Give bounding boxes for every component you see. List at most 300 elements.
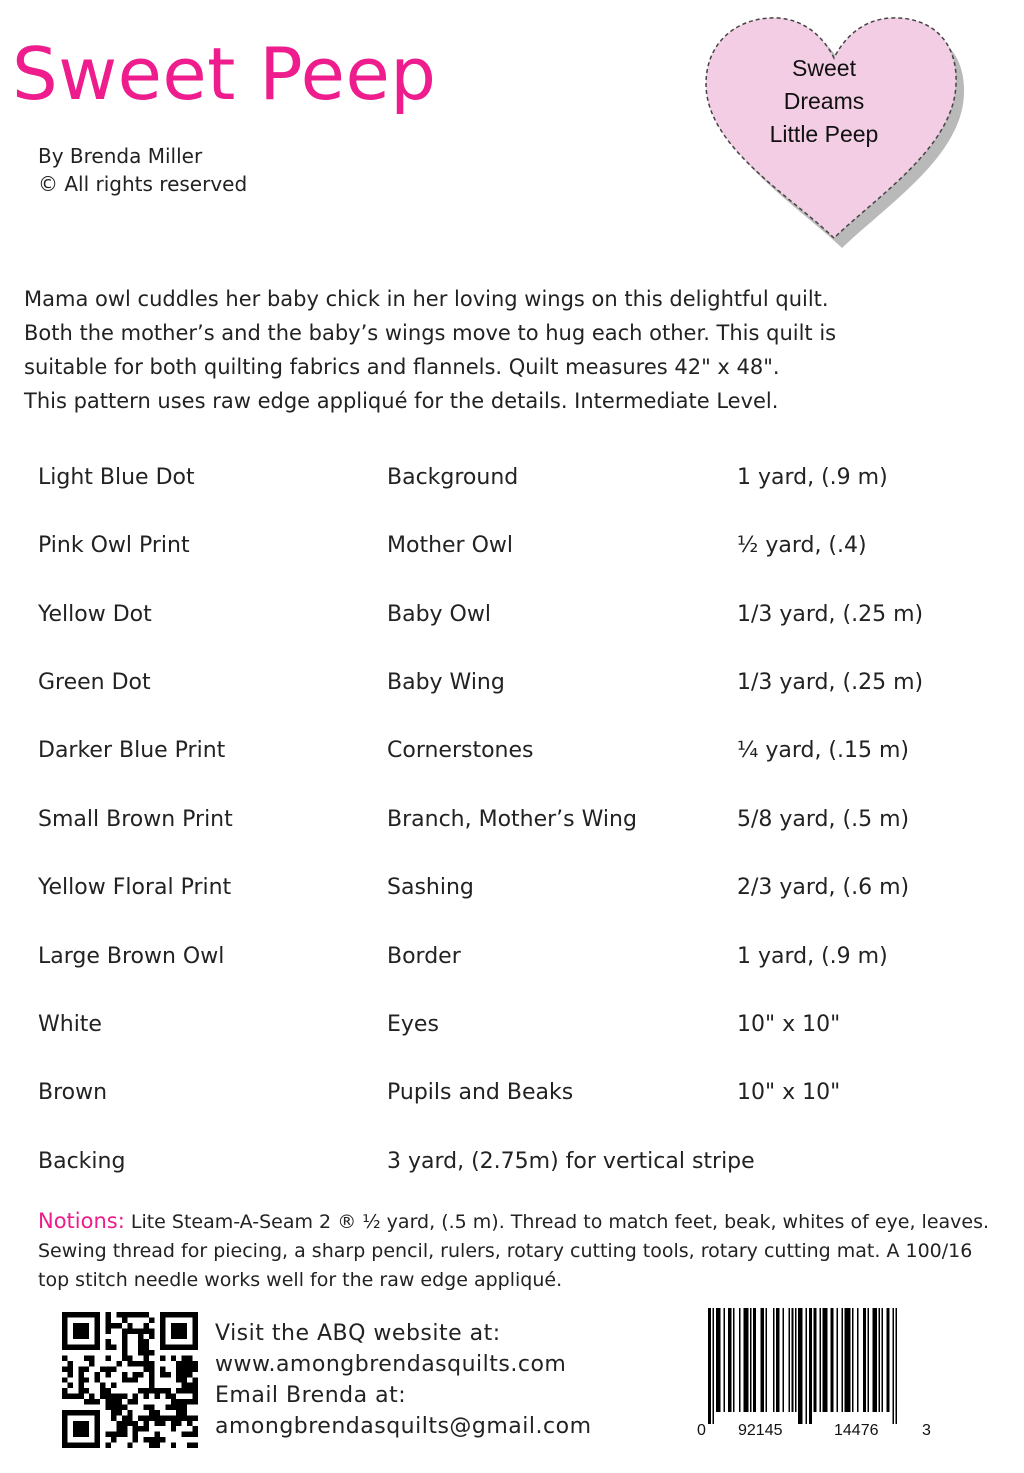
qr-module xyxy=(133,1432,138,1437)
barcode-bar xyxy=(765,1308,767,1412)
qr-module xyxy=(160,1415,165,1420)
qr-module xyxy=(111,1404,116,1409)
qr-module xyxy=(187,1443,192,1448)
qr-module xyxy=(100,1383,105,1388)
qr-module xyxy=(193,1328,198,1333)
qr-module xyxy=(62,1366,67,1371)
qr-module xyxy=(160,1345,165,1350)
fabric-amount: 10" x 10" xyxy=(737,1080,841,1105)
qr-module xyxy=(171,1443,176,1448)
qr-module xyxy=(149,1437,154,1442)
qr-module xyxy=(193,1399,198,1404)
copyright-notice: © All rights reserved xyxy=(38,172,248,196)
heart-text xyxy=(724,52,924,151)
fabric-name: Yellow Floral Print xyxy=(38,875,232,900)
fabric-amount: ½ yard, (.4) xyxy=(737,533,867,558)
qr-module xyxy=(62,1394,67,1399)
barcode-bar xyxy=(776,1308,779,1412)
barcode-bar xyxy=(753,1308,756,1412)
qr-module xyxy=(84,1334,89,1339)
qr-module xyxy=(62,1410,67,1415)
barcode-bar xyxy=(708,1308,711,1424)
qr-code xyxy=(62,1312,198,1448)
qr-module xyxy=(160,1366,165,1371)
qr-module xyxy=(89,1356,94,1361)
qr-module xyxy=(193,1432,198,1437)
fabric-name: Light Blue Dot xyxy=(38,465,195,490)
qr-module xyxy=(111,1410,116,1415)
qr-module xyxy=(187,1366,192,1371)
qr-module xyxy=(84,1377,89,1382)
qr-module xyxy=(84,1432,89,1437)
qr-module xyxy=(182,1312,187,1317)
qr-module xyxy=(182,1410,187,1415)
qr-module xyxy=(67,1383,72,1388)
qr-module xyxy=(89,1443,94,1448)
qr-module xyxy=(73,1312,78,1317)
qr-module xyxy=(84,1399,89,1404)
barcode-bar xyxy=(806,1308,808,1424)
qr-module xyxy=(62,1328,67,1333)
qr-module xyxy=(144,1328,149,1333)
page-title: Sweet Peep xyxy=(12,32,437,116)
barcode-bar xyxy=(879,1308,881,1412)
qr-module xyxy=(154,1410,159,1415)
intro-line: Both the mother’s and the baby’s wings move to hug each other. This quilt is xyxy=(24,321,837,345)
qr-module xyxy=(73,1345,78,1350)
qr-module xyxy=(165,1415,170,1420)
qr-module xyxy=(106,1399,111,1404)
qr-module xyxy=(89,1361,94,1366)
fabric-row xyxy=(0,663,1024,703)
website-prompt: Visit the ABQ website at: xyxy=(215,1321,501,1346)
qr-module xyxy=(171,1404,176,1409)
notions-text: Lite Steam-A-Seam 2 ® ½ yard, (.5 m). Thread to match feet, beak, whites of eye, leaves. Sewing thread for piecing, a sharp pencil, rulers, rotary cutting tools, rotary cutting mat. A 100/16 top stitch needle works well for the raw edge appliqué. xyxy=(38,1211,990,1291)
barcode-bar xyxy=(857,1308,859,1412)
qr-module xyxy=(122,1317,127,1322)
qr-module xyxy=(160,1334,165,1339)
qr-module xyxy=(127,1410,132,1415)
qr-module xyxy=(106,1345,111,1350)
barcode-bar xyxy=(728,1308,731,1412)
qr-module xyxy=(138,1415,143,1420)
qr-module xyxy=(116,1426,121,1431)
qr-module xyxy=(122,1345,127,1350)
fabric-amount: 1 yard, (.9 m) xyxy=(737,465,888,490)
fabric-use: Border xyxy=(387,944,461,969)
qr-module xyxy=(133,1394,138,1399)
qr-module xyxy=(78,1377,83,1382)
qr-module xyxy=(187,1312,192,1317)
qr-module xyxy=(165,1372,170,1377)
barcode-bar xyxy=(886,1308,889,1412)
qr-module xyxy=(144,1394,149,1399)
barcode-bar xyxy=(868,1308,870,1412)
barcode-bar xyxy=(739,1308,741,1412)
qr-module xyxy=(89,1399,94,1404)
qr-module xyxy=(176,1404,181,1409)
qr-module xyxy=(67,1410,72,1415)
qr-module xyxy=(193,1366,198,1371)
qr-module xyxy=(127,1399,132,1404)
fabric-use: Eyes xyxy=(387,1012,439,1037)
qr-module xyxy=(67,1345,72,1350)
qr-module xyxy=(122,1432,127,1437)
qr-module xyxy=(144,1361,149,1366)
heart-line: Dreams xyxy=(783,88,865,114)
qr-module xyxy=(62,1339,67,1344)
qr-module xyxy=(62,1356,67,1361)
qr-module xyxy=(138,1328,143,1333)
barcode-bar xyxy=(795,1308,797,1412)
fabric-name: Brown xyxy=(38,1080,108,1105)
barcode-bar xyxy=(716,1308,721,1412)
qr-module xyxy=(95,1345,100,1350)
qr-module xyxy=(127,1361,132,1366)
qr-module xyxy=(144,1426,149,1431)
fabric-use: Mother Owl xyxy=(387,533,514,558)
qr-module xyxy=(106,1432,111,1437)
qr-module xyxy=(171,1345,176,1350)
qr-module xyxy=(171,1415,176,1420)
qr-module xyxy=(122,1372,127,1377)
qr-module xyxy=(138,1345,143,1350)
fabric-name: Yellow Dot xyxy=(38,602,152,627)
qr-module xyxy=(78,1383,83,1388)
intro-line: This pattern uses raw edge appliqué for the details. Intermediate Level. xyxy=(24,389,779,413)
qr-module xyxy=(182,1334,187,1339)
qr-module xyxy=(182,1377,187,1382)
qr-module xyxy=(67,1361,72,1366)
qr-module xyxy=(176,1388,181,1393)
qr-module xyxy=(95,1410,100,1415)
barcode-bar xyxy=(823,1308,828,1412)
qr-module xyxy=(73,1328,78,1333)
qr-module xyxy=(182,1323,187,1328)
qr-module xyxy=(84,1345,89,1350)
qr-module xyxy=(133,1328,138,1333)
qr-module xyxy=(154,1388,159,1393)
qr-module xyxy=(78,1410,83,1415)
fabric-use: Background xyxy=(387,465,519,490)
qr-module xyxy=(171,1328,176,1333)
fabric-row xyxy=(0,1073,1024,1113)
qr-module xyxy=(62,1312,67,1317)
qr-module xyxy=(171,1356,176,1361)
qr-module xyxy=(62,1323,67,1328)
qr-module xyxy=(165,1394,170,1399)
qr-module xyxy=(160,1437,165,1442)
qr-module xyxy=(187,1361,192,1366)
barcode-bar xyxy=(792,1308,794,1412)
barcode-bar xyxy=(798,1308,803,1424)
qr-module xyxy=(122,1312,127,1317)
qr-module xyxy=(78,1312,83,1317)
qr-module xyxy=(149,1334,154,1339)
qr-module xyxy=(106,1356,111,1361)
qr-module xyxy=(78,1426,83,1431)
qr-module xyxy=(176,1366,181,1371)
qr-module xyxy=(133,1372,138,1377)
qr-module xyxy=(187,1388,192,1393)
fabric-use: Cornerstones xyxy=(387,738,534,763)
qr-module xyxy=(138,1339,143,1344)
qr-module xyxy=(78,1328,83,1333)
qr-module xyxy=(133,1426,138,1431)
qr-module xyxy=(182,1388,187,1393)
qr-module xyxy=(149,1443,154,1448)
qr-module xyxy=(176,1415,181,1420)
fabric-row xyxy=(0,800,1024,840)
intro-paragraph xyxy=(24,282,1004,418)
qr-module xyxy=(149,1366,154,1371)
qr-module xyxy=(84,1443,89,1448)
qr-module xyxy=(95,1328,100,1333)
qr-module xyxy=(111,1437,116,1442)
qr-module xyxy=(182,1345,187,1350)
qr-module xyxy=(84,1426,89,1431)
qr-module xyxy=(122,1415,127,1420)
barcode-bar xyxy=(773,1308,775,1412)
qr-module xyxy=(144,1339,149,1344)
qr-module xyxy=(78,1432,83,1437)
qr-module xyxy=(62,1432,67,1437)
fabric-use: Baby Owl xyxy=(387,602,491,627)
qr-module xyxy=(95,1426,100,1431)
contact-block xyxy=(215,1318,592,1442)
barcode-bar xyxy=(744,1308,749,1412)
qr-module xyxy=(149,1317,154,1322)
qr-module xyxy=(73,1410,78,1415)
fabric-name: Backing xyxy=(38,1149,126,1174)
qr-module xyxy=(62,1334,67,1339)
fabric-row xyxy=(0,1005,1024,1045)
qr-module xyxy=(89,1345,94,1350)
qr-module xyxy=(116,1394,121,1399)
qr-module xyxy=(62,1421,67,1426)
qr-module xyxy=(187,1383,192,1388)
qr-module xyxy=(149,1372,154,1377)
qr-module xyxy=(165,1312,170,1317)
qr-module xyxy=(95,1339,100,1344)
fabric-amount: 10" x 10" xyxy=(737,1012,841,1037)
qr-module xyxy=(154,1415,159,1420)
qr-module xyxy=(193,1312,198,1317)
fabric-amount: ¼ yard, (.15 m) xyxy=(737,738,910,763)
qr-module xyxy=(149,1388,154,1393)
qr-module xyxy=(73,1394,78,1399)
qr-module xyxy=(144,1388,149,1393)
qr-module xyxy=(78,1345,83,1350)
fabric-amount: 1/3 yard, (.25 m) xyxy=(737,670,924,695)
qr-module xyxy=(100,1394,105,1399)
barcode-bar xyxy=(750,1308,752,1412)
qr-module xyxy=(171,1323,176,1328)
qr-module xyxy=(127,1312,132,1317)
barcode-bar xyxy=(896,1308,898,1424)
qr-module xyxy=(133,1312,138,1317)
qr-module xyxy=(138,1388,143,1393)
qr-module xyxy=(73,1323,78,1328)
qr-module xyxy=(62,1415,67,1420)
qr-module xyxy=(176,1399,181,1404)
qr-module xyxy=(122,1334,127,1339)
qr-module xyxy=(171,1421,176,1426)
qr-module xyxy=(95,1415,100,1420)
qr-module xyxy=(111,1394,116,1399)
qr-module xyxy=(116,1432,121,1437)
qr-module xyxy=(84,1421,89,1426)
barcode-bar xyxy=(782,1308,784,1412)
qr-module xyxy=(116,1399,121,1404)
byline xyxy=(38,142,247,198)
qr-module xyxy=(116,1361,121,1366)
qr-module xyxy=(176,1328,181,1333)
qr-module xyxy=(182,1361,187,1366)
heart-line: Sweet xyxy=(792,55,856,81)
fabric-row xyxy=(0,526,1024,566)
qr-module xyxy=(160,1356,165,1361)
qr-module xyxy=(176,1421,181,1426)
fabric-row xyxy=(0,937,1024,977)
qr-module xyxy=(193,1345,198,1350)
qr-module xyxy=(95,1437,100,1442)
qr-module xyxy=(176,1323,181,1328)
qr-module xyxy=(95,1334,100,1339)
qr-module xyxy=(176,1345,181,1350)
qr-module xyxy=(154,1443,159,1448)
barcode-bar xyxy=(724,1308,726,1412)
qr-module xyxy=(160,1421,165,1426)
barcode-bar xyxy=(761,1308,764,1412)
qr-module xyxy=(149,1410,154,1415)
fabric-name: Large Brown Owl xyxy=(38,944,225,969)
email-prompt: Email Brenda at: xyxy=(215,1383,407,1408)
fabric-row xyxy=(0,1142,1024,1182)
qr-module xyxy=(67,1394,72,1399)
qr-module xyxy=(165,1388,170,1393)
barcode-bar xyxy=(837,1308,839,1412)
qr-module xyxy=(116,1323,121,1328)
qr-module xyxy=(193,1388,198,1393)
qr-module xyxy=(122,1339,127,1344)
barcode-bar xyxy=(852,1308,854,1412)
fabric-amount: 2/3 yard, (.6 m) xyxy=(737,875,910,900)
qr-module xyxy=(62,1437,67,1442)
qr-module xyxy=(89,1410,94,1415)
qr-module xyxy=(73,1426,78,1431)
qr-module xyxy=(111,1383,116,1388)
qr-module xyxy=(149,1328,154,1333)
qr-module xyxy=(176,1377,181,1382)
qr-module xyxy=(193,1415,198,1420)
qr-module xyxy=(138,1350,143,1355)
barcode-digits: 14476 xyxy=(834,1422,879,1439)
qr-module xyxy=(106,1366,111,1371)
qr-module xyxy=(171,1312,176,1317)
qr-module xyxy=(84,1328,89,1333)
qr-module xyxy=(122,1377,127,1382)
qr-module xyxy=(106,1317,111,1322)
qr-module xyxy=(193,1377,198,1382)
qr-module xyxy=(122,1421,127,1426)
notions-paragraph xyxy=(38,1207,998,1295)
qr-module xyxy=(95,1377,100,1382)
qr-module xyxy=(182,1366,187,1371)
fabric-use: Sashing xyxy=(387,875,474,900)
qr-module xyxy=(144,1350,149,1355)
qr-module xyxy=(84,1356,89,1361)
fabric-name: Small Brown Print xyxy=(38,807,233,832)
qr-module xyxy=(62,1317,67,1322)
qr-module xyxy=(171,1394,176,1399)
qr-module xyxy=(160,1323,165,1328)
qr-module xyxy=(100,1388,105,1393)
qr-module xyxy=(127,1356,132,1361)
barcode-bar xyxy=(841,1308,843,1412)
barcode-bar xyxy=(872,1308,877,1412)
qr-module xyxy=(144,1366,149,1371)
intro-line: suitable for both quilting fabrics and flannels. Quilt measures 42" x 48". xyxy=(24,355,780,379)
qr-module xyxy=(95,1323,100,1328)
barcode-digits: 92145 xyxy=(738,1422,783,1439)
qr-module xyxy=(144,1312,149,1317)
qr-module xyxy=(73,1443,78,1448)
qr-module xyxy=(154,1437,159,1442)
qr-module xyxy=(171,1334,176,1339)
barcode-digit: 0 xyxy=(697,1422,706,1439)
qr-module xyxy=(67,1443,72,1448)
qr-module xyxy=(67,1312,72,1317)
qr-module xyxy=(127,1443,132,1448)
qr-module xyxy=(62,1443,67,1448)
qr-module xyxy=(122,1350,127,1355)
intro-line: Mama owl cuddles her baby chick in her loving wings on this delightful quilt. xyxy=(24,287,829,311)
qr-module xyxy=(106,1339,111,1344)
email-link[interactable]: amongbrendasquilts@gmail.com xyxy=(215,1414,592,1439)
notions-label: Notions: xyxy=(38,1209,125,1233)
qr-module xyxy=(154,1421,159,1426)
qr-module xyxy=(106,1388,111,1393)
qr-module xyxy=(95,1372,100,1377)
fabric-row xyxy=(0,731,1024,771)
qr-module xyxy=(62,1388,67,1393)
qr-module xyxy=(165,1404,170,1409)
qr-module xyxy=(106,1312,111,1317)
qr-module xyxy=(122,1404,127,1409)
qr-module xyxy=(73,1421,78,1426)
qr-module xyxy=(187,1415,192,1420)
barcode-bar xyxy=(844,1308,850,1412)
qr-module xyxy=(154,1432,159,1437)
qr-module xyxy=(182,1399,187,1404)
qr-module xyxy=(138,1361,143,1366)
qr-module xyxy=(176,1361,181,1366)
website-link[interactable]: www.amongbrendasquilts.com xyxy=(215,1352,567,1377)
qr-module xyxy=(122,1328,127,1333)
qr-module xyxy=(62,1345,67,1350)
qr-module xyxy=(182,1328,187,1333)
qr-module xyxy=(127,1415,132,1420)
qr-module xyxy=(144,1356,149,1361)
qr-module xyxy=(193,1323,198,1328)
qr-module xyxy=(133,1421,138,1426)
qr-module xyxy=(144,1421,149,1426)
qr-module xyxy=(95,1317,100,1322)
qr-module xyxy=(111,1432,116,1437)
qr-module xyxy=(149,1404,154,1409)
qr-module xyxy=(116,1404,121,1409)
